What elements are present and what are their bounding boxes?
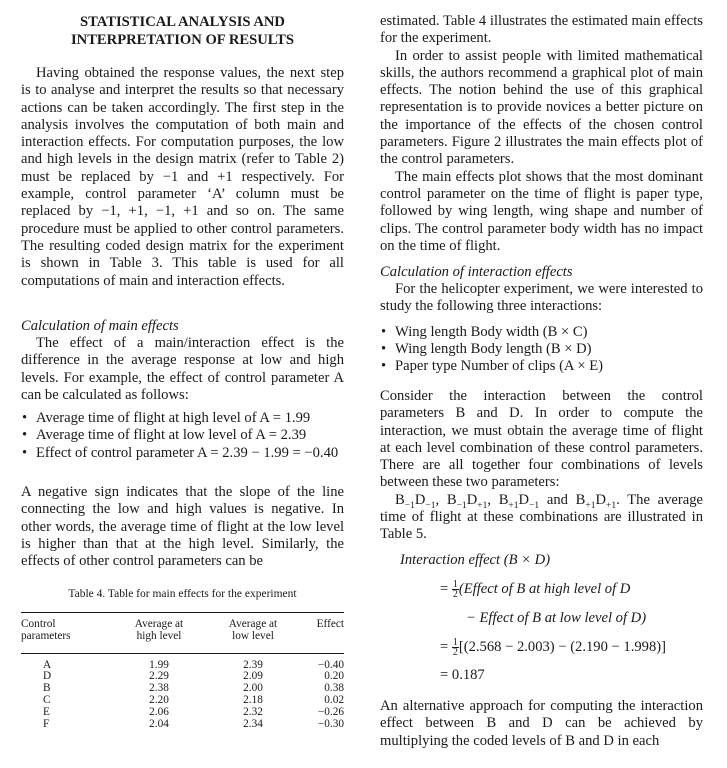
table-row [21,695,344,707]
one-half-fraction: $\frac{1}{2}$ [452,637,458,659]
list-item: • Average time of flight at low level of A = 2.39 [21,427,344,444]
table-row [21,719,344,731]
header-average-low: Average at low level [228,618,278,642]
intro-paragraph: Having obtained the response values, the next step is to analyse and interpret the results so that necessary actions can be taken accordingly. The first step in the analysis involves the computation of both main and interaction effects. For computation purposes, the low and high levels in the design matrix (refer to Table 2) must be replaced by −1 and +1 respectively. For example, control parameter ‘A’ column must be replaced by −1, +1, −1, +1 and so on. The same procedure must be applied to other control parameters. The resulting coded design matrix for the experiment is shown in Table 3. This table is used for all computations of main and interaction effects. [21,65,344,289]
table-row [21,683,344,695]
table-cell: 2.00 [243,682,263,695]
table-caption: Table 4. Table for main effects for the experiment [68,588,297,600]
table-cell: 0.20 [324,670,344,683]
equation-line-4: = $\frac{1}{2}$ [(2.568 − 2.003) − (2.190 − 1.998)] [440,637,666,659]
section-title [21,13,344,49]
table-cell: B [43,682,51,695]
list-item: • Effect of control parameter A = 2.39 − 1.99 = −0.40 [21,445,344,462]
table-cell: 2.32 [243,705,263,718]
table-row [21,653,344,671]
header-control: Control parameters [21,618,71,642]
table-cell: 2.34 [243,717,263,730]
interaction-heading: Calculation of interaction effects [380,264,573,280]
list-item: • Wing length Body width (B × C) [380,324,703,341]
table-cell: −0.40 [317,658,344,671]
list-item: • Average time of flight at high level of A = 1.99 [21,410,344,427]
table-cell: E [43,705,50,718]
main-effects-heading: Calculation of main effects [21,318,179,334]
combos-paragraph: $B_{-1}D_{-1}$, $B_{-1}D_{+1}$, $B_{+1}D_{-1}$ and $B_{+1}D_{+1}$. The average time of flight at these combinations are illustrated in Table 5. [380,491,703,543]
interaction-paragraph: For the helicopter experiment, we were interested to study the following three interactions: [380,281,703,315]
table-cell: A [43,658,52,671]
graphical-paragraph: In order to assist people with limited mathematical skills, the authors recommend a graphical plot of main effects. The notion behind the use of this graphical representation is to provide novices a better picture on the importance of the effects of the chosen control parameters. Figure 2 illustrates the main effects plot of the control parameters. [380,47,703,168]
table-cell: C [43,693,51,706]
equation-line-5: = 0.187 [440,667,485,683]
table-body [21,653,344,730]
alternative-paragraph: An alternative approach for computing the interaction effect between B and D can be achieved by multiplying the coded levels of B and D in each [380,698,703,749]
table-row [21,707,344,719]
main-effects-paragraph: The effect of a main/interaction effect is the difference in the average response at low and high levels. For example, the effect of control parameter A can be calculated as follows: [21,335,344,403]
level-combination: $B_{+1}D_{-1}$ [498,491,540,511]
section-title-line-2: INTERPRETATION OF RESULTS [70,32,295,48]
main-plot-paragraph: The main effects plot shows that the most dominant control parameter on the time of flight is paper type, followed by wing length, wing shape and number of clips. The control parameter body width has no impact on the time of flight. [380,168,703,254]
table-cell: 2.39 [243,658,263,671]
level-combination: $B_{-1}D_{-1}$ [395,491,436,511]
table-cell: 2.20 [149,693,169,706]
table-cell: 0.38 [324,682,344,695]
table-cell: 2.29 [149,670,169,683]
table-cell: −0.26 [317,705,344,718]
main-effects-table [21,612,344,730]
level-combination: $B_{+1}D_{+1}$ [575,491,617,511]
equation-line-2: = $\frac{1}{2}$ (Effect of B at high level of D [440,579,631,601]
table-cell: 2.09 [243,670,263,683]
table-cell: D [43,670,52,683]
continuation-paragraph: estimated. Table 4 illustrates the estimated main effects for the experiment. [380,13,703,47]
section-title-line-1: STATISTICAL ANALYSIS AND [80,14,285,30]
list-item: • Wing length Body length (B × D) [380,341,703,358]
header-effect: Effect [316,618,344,630]
negative-sign-paragraph: A negative sign indicates that the slope of the line connecting the low and high values is negative. In other words, the average time of flight at the low level is higher than that at the high level. Similarly, the effects of other control parameters can be [21,484,344,570]
table-cell: 0.02 [324,693,344,706]
table-cell: F [43,717,50,730]
list-item: • Paper type Number of clips (A × E) [380,358,703,375]
consider-paragraph: Consider the interaction between the control parameters B and D. In order to compute the interaction, we must obtain the average time of flight at each level combination of these control parameters. There are all together four combinations of levels between these two parameters: [380,388,703,491]
one-half-fraction: $\frac{1}{2}$ [452,579,458,601]
table-cell: 2.04 [149,717,169,730]
table-cell: 1.99 [149,658,169,671]
main-effects-bullets [21,410,344,462]
table-cell: 2.18 [243,693,263,706]
header-average-high: Average at high level [134,618,184,642]
level-combination: $B_{-1}D_{+1}$ [446,491,488,511]
equation-line-1: Interaction effect (B × D) [400,552,551,568]
interaction-bullets [380,324,703,376]
table-cell: 2.06 [149,705,169,718]
table-cell: −0.30 [317,717,344,730]
table-cell: 2.38 [149,682,169,695]
equation-line-3: − Effect of B at low level of D) [466,610,647,626]
level-combinations: $B_{-1}D_{-1}$, $B_{-1}D_{+1}$, $B_{+1}D_{-1}$ and $B_{+1}D_{+1}$. [395,491,620,511]
table-row [21,671,344,683]
